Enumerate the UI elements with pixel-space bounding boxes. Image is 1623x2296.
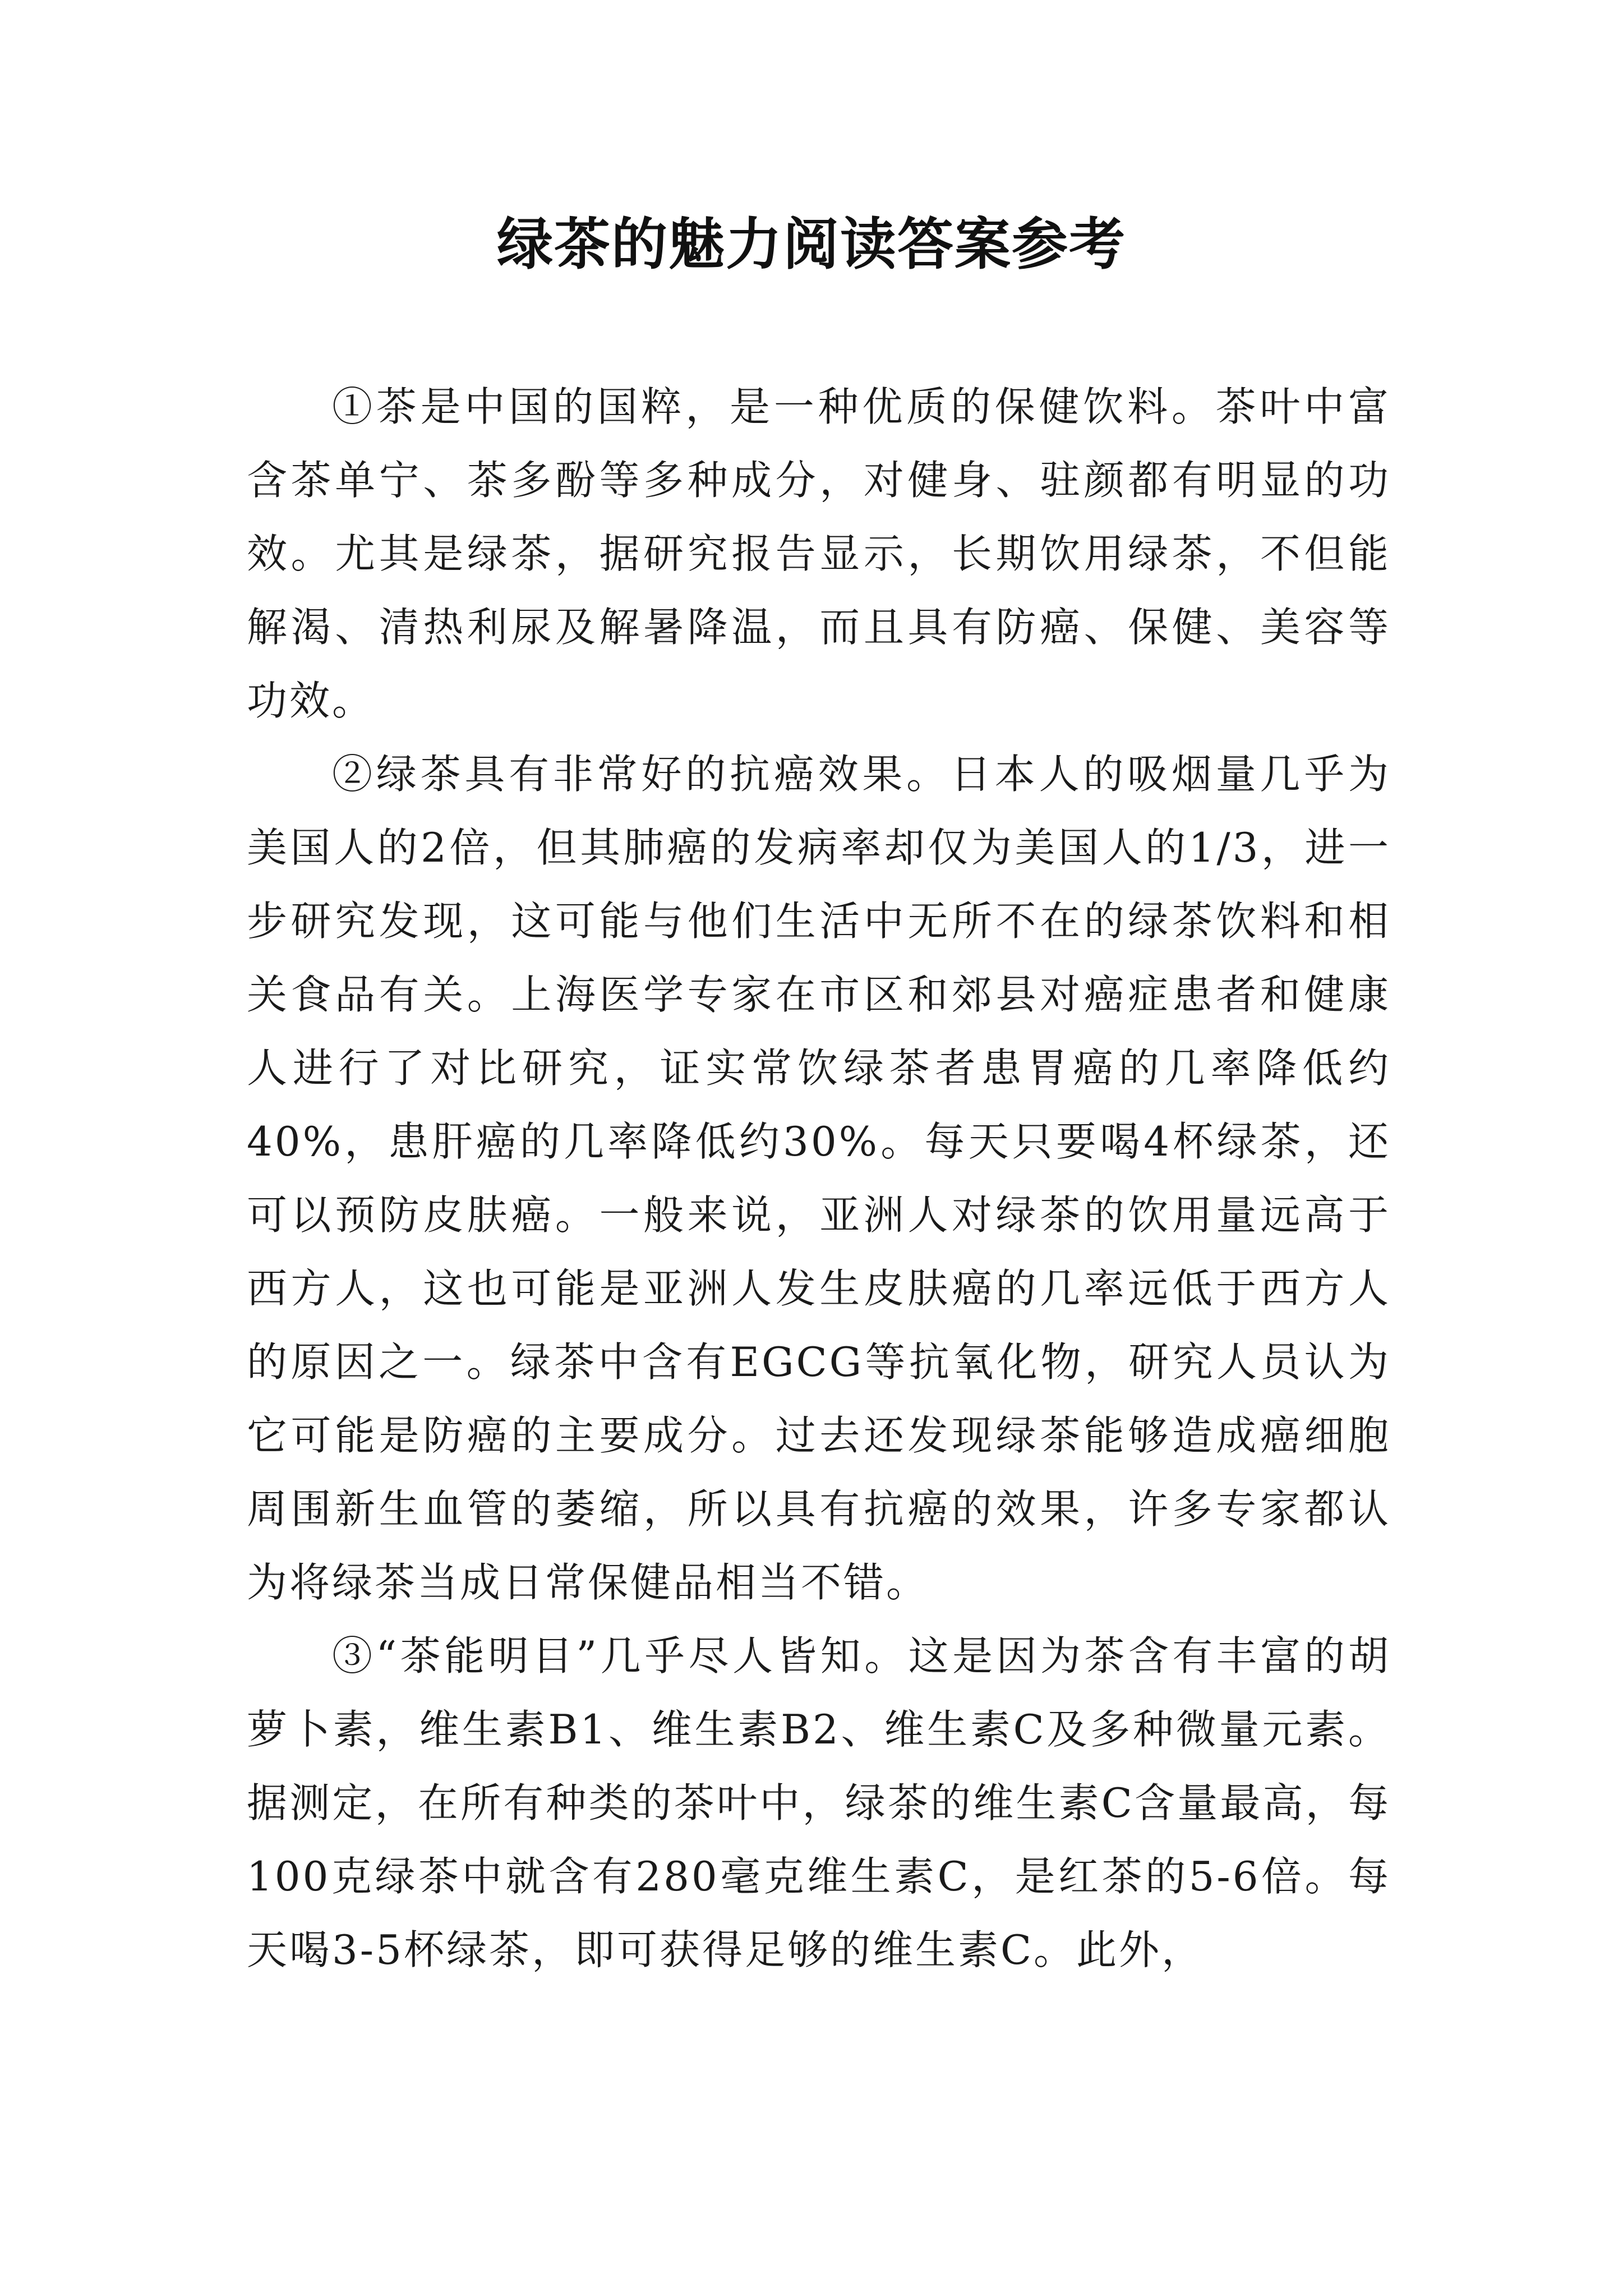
paragraph-1: ①茶是中国的国粹，是一种优质的保健饮料。茶叶中富含茶单宁、茶多酚等多种成分，对健身、驻颜都有明显的功效。尤其是绿茶，据研究报告显示，长期饮用绿茶，不但能解渴、清热利尿及解暑降温，而且具有防癌、保健、美容等功效。 [247,383,1391,724]
document-body [247,370,1391,1987]
document-title: 绿茶的魅力阅读答案参考 [497,211,1126,277]
paragraph-3: ③“茶能明目”几乎尽人皆知。这是因为茶含有丰富的胡萝卜素，维生素B1、维生素B2、维生素C及多种微量元素。据测定，在所有种类的茶叶中，绿茶的维生素C含量最高，每100克绿茶中就含有280毫克维生素C，是红茶的5-6倍。每天喝3-5杯绿茶，即可获得足够的维生素C。此外， [247,1632,1391,1973]
paragraph-2: ②绿茶具有非常好的抗癌效果。日本人的吸烟量几乎为美国人的2倍，但其肺癌的发病率却仅为美国人的1/3，进一步研究发现，这可能与他们生活中无所不在的绿茶饮料和相关食品有关。上海医学专家在市区和郊县对癌症患者和健康人进行了对比研究，证实常饮绿茶者患胃癌的几率降低约40%，患肝癌的几率降低约30%。每天只要喝4杯绿茶，还可以预防皮肤癌。一般来说，亚洲人对绿茶的饮用量远高于西方人，这也可能是亚洲人发生皮肤癌的几率远低于西方人的原因之一。绿茶中含有EGCG等抗氧化物，研究人员认为它可能是防癌的主要成分。过去还发现绿茶能够造成癌细胞周围新生血管的萎缩，所以具有抗癌的效果，许多专家都认为将绿茶当成日常保健品相当不错。 [247,751,1391,1606]
